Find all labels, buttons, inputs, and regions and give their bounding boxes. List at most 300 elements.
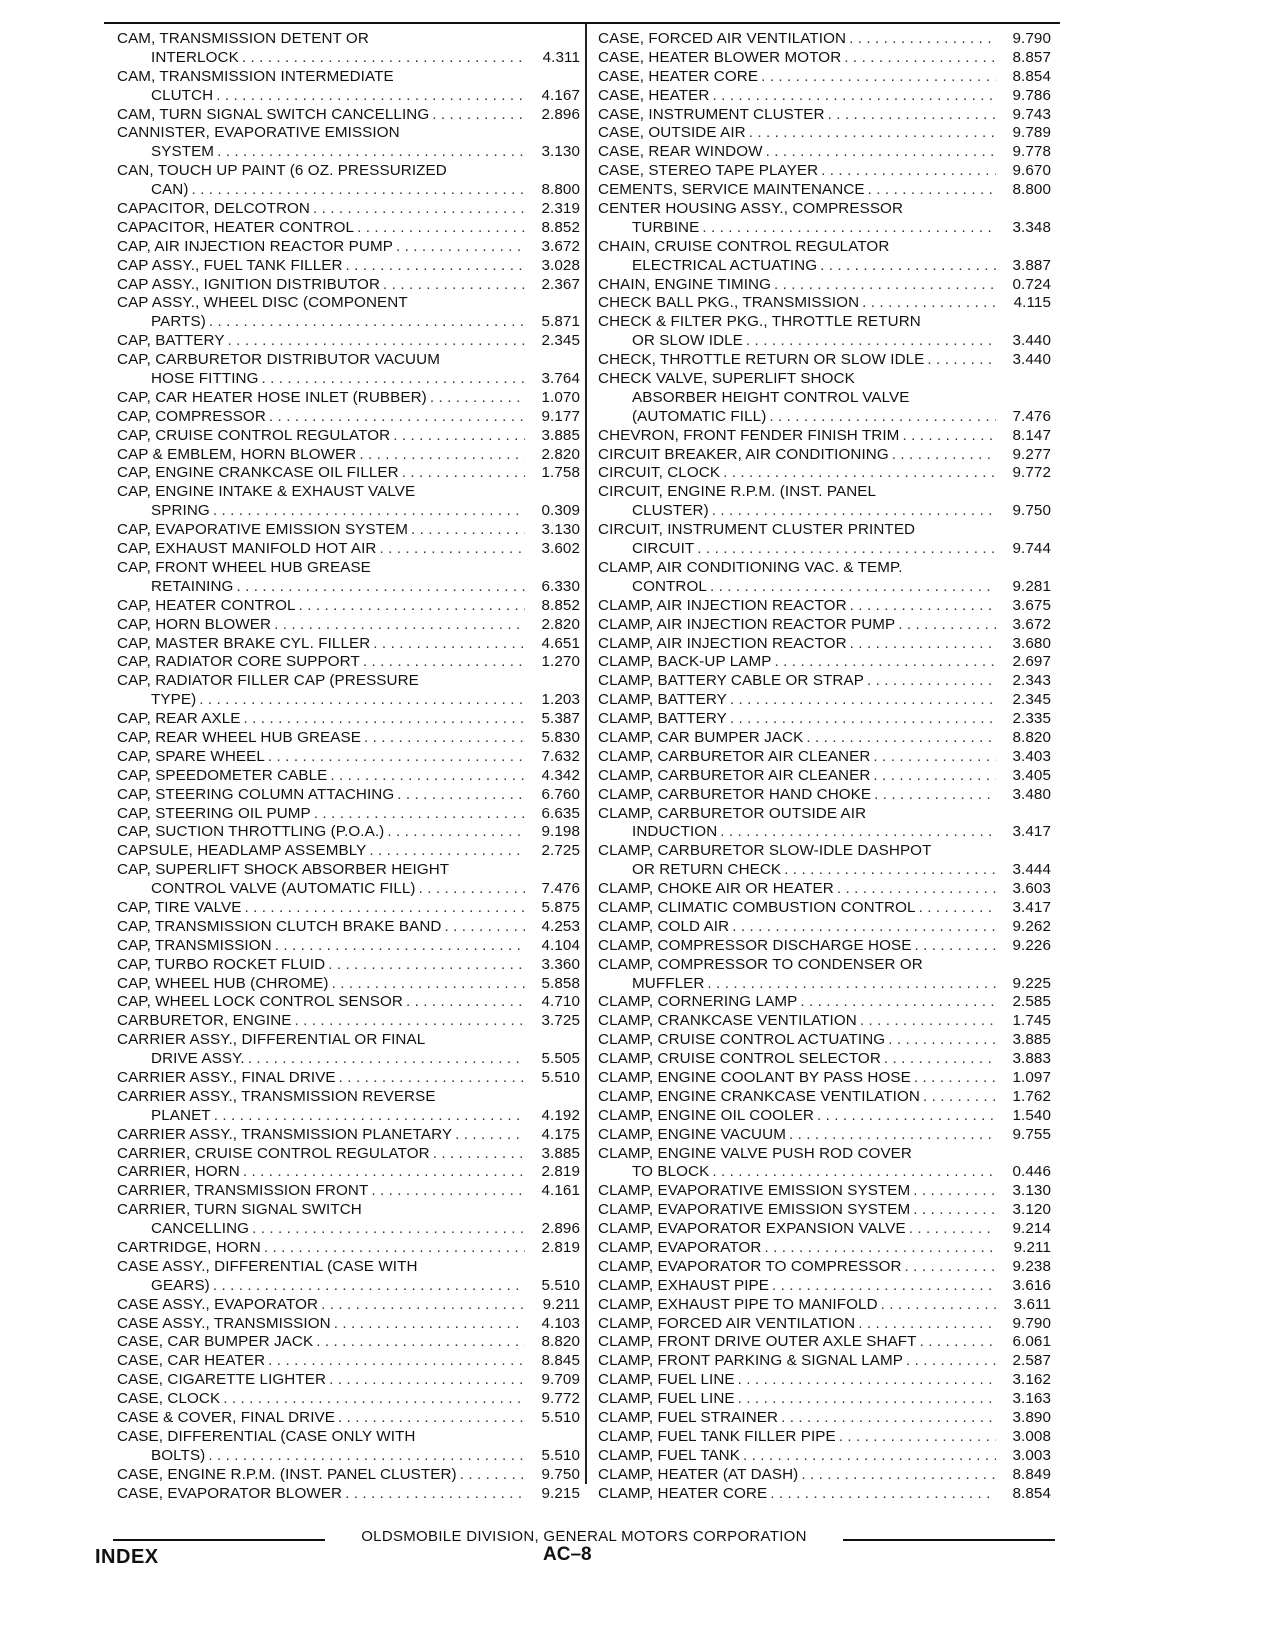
- entry-text: CLAMP, COMPRESSOR DISCHARGE HOSE: [598, 936, 912, 954]
- entry-page-number: 3.417: [1012, 898, 1051, 916]
- entry-text: CLAMP, AIR CONDITIONING VAC. & TEMP.: [598, 558, 903, 576]
- index-entry: [598, 937, 1051, 956]
- entry-page-number: 9.177: [541, 407, 580, 425]
- entry-page-number: 5.510: [541, 1409, 580, 1427]
- dot-leader: [213, 502, 525, 521]
- entry-page-number: 8.849: [1012, 1465, 1051, 1483]
- index-entry: [598, 559, 1051, 597]
- index-entry: [598, 1239, 1051, 1258]
- dot-leader: [316, 1333, 525, 1352]
- entry-page-number: 9.755: [1012, 1125, 1051, 1143]
- entry-text: CAP, TRANSMISSION CLUTCH BRAKE BAND: [117, 917, 442, 935]
- entry-text: CASE, CAR HEATER: [117, 1352, 266, 1370]
- index-entry: [117, 124, 580, 162]
- entry-text: CARRIER, TURN SIGNAL SWITCH: [117, 1201, 362, 1219]
- entry-text: CAP, CAR HEATER HOSE INLET (RUBBER): [117, 388, 427, 406]
- entry-page-number: 8.800: [1012, 181, 1051, 199]
- entry-text: CAP, REAR AXLE: [117, 710, 241, 728]
- entry-page-number: 6.635: [541, 804, 580, 822]
- dot-leader: [867, 672, 996, 691]
- dot-leader: [248, 1050, 525, 1069]
- index-entry: [117, 653, 580, 672]
- dot-leader: [214, 1107, 525, 1126]
- entry-text: CAP, CRUISE CONTROL REGULATOR: [117, 426, 391, 444]
- entry-page-number: 3.444: [1012, 861, 1051, 879]
- index-entry: [598, 294, 1051, 313]
- entry-page-number: 4.175: [541, 1125, 580, 1143]
- entry-text: CAPACITOR, DELCOTRON: [117, 200, 310, 218]
- dot-leader: [243, 1163, 525, 1182]
- entry-page-number: 3.405: [1012, 766, 1051, 784]
- index-entry: [598, 1428, 1051, 1447]
- entry-page-number: 3.403: [1012, 747, 1051, 765]
- index-entry: [117, 162, 580, 200]
- dot-leader: [339, 1069, 525, 1088]
- index-entry: [598, 691, 1051, 710]
- index-entry: [117, 842, 580, 861]
- entry-page-number: 5.510: [541, 1276, 580, 1294]
- entry-text: CAP ASSY., WHEEL DISC (COMPONENT: [117, 294, 408, 312]
- entry-page-number: 9.281: [1012, 577, 1051, 595]
- entry-text: INTERLOCK: [151, 48, 239, 66]
- dot-leader: [364, 729, 525, 748]
- entry-page-number: 2.319: [541, 200, 580, 218]
- entry-text: CAP, ENGINE CRANKCASE OIL FILLER: [117, 464, 399, 482]
- dot-leader: [860, 1012, 996, 1031]
- index-entry: [598, 842, 1051, 880]
- entry-page-number: 3.440: [1012, 332, 1051, 350]
- entry-text: ABSORBER HEIGHT CONTROL VALVE: [632, 388, 910, 406]
- entry-text: CLAMP, FUEL LINE: [598, 1371, 735, 1389]
- entry-page-number: 6.760: [541, 785, 580, 803]
- entry-text: HOSE FITTING: [151, 370, 259, 388]
- entry-page-number: 1.070: [541, 388, 580, 406]
- index-entry: [598, 313, 1051, 351]
- entry-page-number: 4.651: [541, 634, 580, 652]
- entry-page-number: 2.819: [541, 1163, 580, 1181]
- index-entry: [598, 181, 1051, 200]
- index-entry: [598, 1409, 1051, 1428]
- entry-text: CLAMP, FRONT DRIVE OUTER AXLE SHAFT: [598, 1333, 917, 1351]
- entry-text: CASE, HEATER BLOWER MOTOR: [598, 48, 842, 66]
- entry-text: CAP, SPEEDOMETER CABLE: [117, 766, 328, 784]
- entry-text: (AUTOMATIC FILL): [632, 407, 767, 425]
- dot-leader: [720, 823, 996, 842]
- dot-leader: [839, 1428, 996, 1447]
- index-entry: [117, 446, 580, 465]
- index-entry: [117, 1315, 580, 1334]
- entry-page-number: 5.510: [541, 1068, 580, 1086]
- entry-page-number: 4.253: [541, 917, 580, 935]
- dot-leader: [268, 1352, 525, 1371]
- entry-text: CLAMP, AIR INJECTION REACTOR PUMP: [598, 615, 896, 633]
- index-entry: [598, 1088, 1051, 1107]
- entry-page-number: 3.480: [1012, 785, 1051, 803]
- dot-leader: [789, 1126, 996, 1145]
- dot-leader: [295, 1012, 525, 1031]
- entry-text: CAM, TRANSMISSION INTERMEDIATE: [117, 67, 394, 85]
- entry-page-number: 3.672: [541, 237, 580, 255]
- dot-leader: [898, 616, 996, 635]
- entry-text: CASE, EVAPORATOR BLOWER: [117, 1484, 343, 1502]
- entry-text: CLAMP, FRONT PARKING & SIGNAL LAMP: [598, 1352, 903, 1370]
- dot-leader: [264, 1239, 525, 1258]
- entry-text: CLAMP, EVAPORATIVE EMISSION SYSTEM: [598, 1182, 911, 1200]
- index-entry: [117, 1012, 580, 1031]
- index-entry: [598, 1485, 1051, 1504]
- dot-leader: [192, 181, 525, 200]
- entry-text: CHECK, THROTTLE RETURN OR SLOW IDLE: [598, 351, 925, 369]
- dot-leader: [359, 446, 525, 465]
- entry-text: CAN): [151, 181, 189, 199]
- dot-leader: [274, 616, 525, 635]
- index-entry: [117, 30, 580, 68]
- entry-text: CLAMP, CLIMATIC COMBUSTION CONTROL: [598, 898, 916, 916]
- dot-leader: [268, 748, 525, 767]
- dot-leader: [923, 1088, 996, 1107]
- dot-leader: [746, 332, 996, 351]
- entry-text: OR SLOW IDLE: [632, 332, 743, 350]
- entry-page-number: 4.710: [541, 993, 580, 1011]
- dot-leader: [702, 219, 996, 238]
- index-entry: [117, 786, 580, 805]
- entry-text: CAP, MASTER BRAKE CYL. FILLER: [117, 634, 371, 652]
- entry-page-number: 3.028: [541, 256, 580, 274]
- entry-page-number: 3.890: [1012, 1409, 1051, 1427]
- entry-text: CLAMP, CHOKE AIR OR HEATER: [598, 880, 834, 898]
- index-entry: [598, 956, 1051, 994]
- entry-page-number: 3.348: [1012, 218, 1051, 236]
- dot-leader: [905, 1258, 996, 1277]
- index-entry: [117, 1390, 580, 1409]
- entry-page-number: 9.198: [541, 823, 580, 841]
- dot-leader: [914, 1069, 996, 1088]
- index-entry: [598, 597, 1051, 616]
- dot-leader: [850, 597, 996, 616]
- entry-page-number: 5.830: [541, 728, 580, 746]
- entry-text: CASE, HEATER CORE: [598, 67, 759, 85]
- index-entry: [117, 257, 580, 276]
- entry-text: CAP, CARBURETOR DISTRIBUTOR VACUUM: [117, 351, 440, 369]
- entry-page-number: 4.161: [541, 1182, 580, 1200]
- dot-leader: [269, 408, 525, 427]
- entry-page-number: 3.163: [1012, 1390, 1051, 1408]
- index-entry: [598, 1371, 1051, 1390]
- entry-page-number: 2.343: [1012, 672, 1051, 690]
- index-entry: [598, 200, 1051, 238]
- entry-page-number: 3.130: [1012, 1182, 1051, 1200]
- index-entry: [117, 975, 580, 994]
- entry-text: ELECTRICAL ACTUATING: [632, 256, 818, 274]
- entry-page-number: 3.603: [1012, 880, 1051, 898]
- dot-leader: [902, 427, 996, 446]
- entry-text: CAPSULE, HEADLAMP ASSEMBLY: [117, 842, 367, 860]
- entry-text: CLAMP, EVAPORATOR EXPANSION VALVE: [598, 1220, 906, 1238]
- entry-text: CEMENTS, SERVICE MAINTENANCE: [598, 181, 865, 199]
- dot-leader: [346, 257, 525, 276]
- index-entry: [117, 1296, 580, 1315]
- index-entry: [598, 729, 1051, 748]
- entry-text: CLAMP, BATTERY: [598, 710, 727, 728]
- dot-leader: [914, 937, 996, 956]
- entry-page-number: 4.342: [541, 766, 580, 784]
- index-entry: [117, 1069, 580, 1088]
- index-entry: [598, 446, 1051, 465]
- entry-page-number: 3.885: [541, 1144, 580, 1162]
- page-footer: [95, 1528, 1075, 1588]
- dot-leader: [357, 219, 525, 238]
- entry-text: CLAMP, BACK-UP LAMP: [598, 653, 772, 671]
- entry-text: CAM, TURN SIGNAL SWITCH CANCELLING: [117, 105, 430, 123]
- entry-page-number: 3.764: [541, 370, 580, 388]
- entry-text: CAP, REAR WHEEL HUB GREASE: [117, 728, 361, 746]
- entry-text: CAP, ENGINE INTAKE & EXHAUST VALVE: [117, 483, 416, 501]
- index-entry: [117, 351, 580, 389]
- index-entry: [598, 1220, 1051, 1239]
- dot-leader: [217, 143, 525, 162]
- dot-leader: [275, 937, 525, 956]
- entry-text: CLAMP, AIR INJECTION REACTOR: [598, 634, 847, 652]
- entry-page-number: 3.130: [541, 521, 580, 539]
- entry-text: CENTER HOUSING ASSY., COMPRESSOR: [598, 200, 904, 218]
- index-entry: [598, 30, 1051, 49]
- entry-text: INDUCTION: [632, 823, 718, 841]
- entry-text: CASE, REAR WINDOW: [598, 143, 763, 161]
- dot-leader: [208, 1447, 525, 1466]
- dot-leader: [743, 1447, 996, 1466]
- entry-text: CASE, ENGINE R.P.M. (INST. PANEL CLUSTER): [117, 1465, 457, 1483]
- entry-page-number: 9.790: [1012, 30, 1051, 47]
- entry-text: SPRING: [151, 502, 210, 520]
- index-entry: [117, 767, 580, 786]
- entry-page-number: 7.632: [541, 747, 580, 765]
- dot-leader: [913, 1182, 996, 1201]
- index-entry: [598, 1107, 1051, 1126]
- dot-leader: [244, 899, 525, 918]
- entry-page-number: 8.852: [541, 596, 580, 614]
- dot-leader: [784, 861, 996, 880]
- entry-text: CARRIER ASSY., TRANSMISSION REVERSE: [117, 1087, 436, 1105]
- index-entry: [598, 238, 1051, 276]
- entry-page-number: 8.845: [541, 1352, 580, 1370]
- entry-text: TO BLOCK: [632, 1163, 710, 1181]
- entry-page-number: 8.820: [1012, 728, 1051, 746]
- entry-text: GEARS): [151, 1276, 210, 1294]
- entry-page-number: 3.008: [1012, 1427, 1051, 1445]
- index-entry: [117, 899, 580, 918]
- index-entry: [117, 521, 580, 540]
- dot-leader: [444, 918, 525, 937]
- index-entry: [598, 918, 1051, 937]
- entry-text: CLAMP, EVAPORATOR TO COMPRESSOR: [598, 1257, 902, 1275]
- entry-text: CARTRIDGE, HORN: [117, 1239, 261, 1256]
- entry-page-number: 9.743: [1012, 105, 1051, 123]
- dot-leader: [242, 49, 525, 68]
- entry-page-number: 6.061: [1012, 1333, 1051, 1351]
- index-entry: [117, 389, 580, 408]
- index-entry: [117, 276, 580, 295]
- entry-text: CASE, CIGARETTE LIGHTER: [117, 1371, 327, 1389]
- dot-leader: [775, 653, 996, 672]
- index-entry: [598, 1145, 1051, 1183]
- index-entry: [598, 748, 1051, 767]
- index-entry: [117, 427, 580, 446]
- entry-text: CLUSTER): [632, 502, 709, 520]
- entry-text: CASE, HEATER: [598, 86, 710, 104]
- dot-leader: [820, 257, 996, 276]
- entry-text: CASE, FORCED AIR VENTILATION: [598, 30, 847, 47]
- entry-text: CAP ASSY., IGNITION DISTRIBUTOR: [117, 275, 381, 293]
- entry-text: CARRIER, HORN: [117, 1163, 240, 1181]
- top-rule: [104, 22, 1060, 24]
- dot-leader: [766, 143, 996, 162]
- entry-text: CLAMP, ENGINE OIL COOLER: [598, 1106, 814, 1124]
- entry-text: CASE ASSY., DIFFERENTIAL (CASE WITH: [117, 1257, 418, 1275]
- index-entry: [117, 1352, 580, 1371]
- dot-leader: [328, 956, 525, 975]
- dot-leader: [393, 427, 525, 446]
- dot-leader: [730, 691, 996, 710]
- entry-page-number: 9.786: [1012, 86, 1051, 104]
- entry-text: CAP, BATTERY: [117, 332, 225, 350]
- index-entry: [117, 332, 580, 351]
- index-entry: [598, 786, 1051, 805]
- entry-page-number: 1.097: [1012, 1068, 1051, 1086]
- entry-page-number: 3.440: [1012, 351, 1051, 369]
- dot-leader: [828, 106, 996, 125]
- index-entry: [598, 635, 1051, 654]
- dot-leader: [913, 1201, 996, 1220]
- entry-text: CLAMP, EXHAUST PIPE: [598, 1276, 769, 1294]
- dot-leader: [927, 351, 996, 370]
- footer-corporation: OLDSMOBILE DIVISION, GENERAL MOTORS CORPORATION: [361, 1528, 807, 1545]
- dot-leader: [313, 200, 525, 219]
- dot-leader: [800, 993, 996, 1012]
- entry-text: CLAMP, CAR BUMPER JACK: [598, 728, 804, 746]
- entry-page-number: 8.147: [1012, 426, 1051, 444]
- entry-text: CHEVRON, FRONT FENDER FINISH TRIM: [598, 426, 900, 444]
- entry-text: CAP, TRANSMISSION: [117, 936, 272, 954]
- index-entry: [117, 1201, 580, 1239]
- entry-page-number: 0.446: [1012, 1163, 1051, 1181]
- dot-leader: [707, 975, 996, 994]
- dot-leader: [244, 710, 525, 729]
- entry-page-number: 3.672: [1012, 615, 1051, 633]
- index-entry: [598, 521, 1051, 559]
- entry-page-number: 3.417: [1012, 823, 1051, 841]
- entry-text: CAP, EVAPORATIVE EMISSION SYSTEM: [117, 521, 408, 539]
- entry-page-number: 5.875: [541, 898, 580, 916]
- dot-leader: [455, 1126, 525, 1145]
- index-entry: [598, 162, 1051, 181]
- index-entry: [117, 597, 580, 616]
- entry-text: CASE ASSY., EVAPORATOR: [117, 1295, 319, 1313]
- dot-leader: [868, 181, 996, 200]
- entry-page-number: 3.360: [541, 955, 580, 973]
- entry-text: CLAMP, EVAPORATIVE EMISSION SYSTEM: [598, 1201, 911, 1219]
- index-entry: [117, 1409, 580, 1428]
- index-entry: [598, 672, 1051, 691]
- index-entry: [598, 106, 1051, 125]
- index-entry: [117, 540, 580, 559]
- entry-page-number: 2.345: [1012, 691, 1051, 709]
- dot-leader: [738, 1390, 996, 1409]
- dot-leader: [837, 880, 996, 899]
- dot-leader: [769, 408, 996, 427]
- entry-text: CANNISTER, EVAPORATIVE EMISSION: [117, 124, 400, 142]
- entry-text: PARTS): [151, 313, 206, 331]
- dot-leader: [884, 1050, 996, 1069]
- index-entry: [598, 1352, 1051, 1371]
- entry-text: CAP, SUCTION THROTTLING (P.O.A.): [117, 823, 385, 841]
- dot-leader: [732, 918, 996, 937]
- entry-page-number: 9.750: [541, 1465, 580, 1483]
- entry-page-number: 8.820: [541, 1333, 580, 1351]
- dot-leader: [873, 748, 996, 767]
- index-entry: [117, 616, 580, 635]
- dot-leader: [761, 68, 996, 87]
- entry-text: CARRIER ASSY., DIFFERENTIAL OR FINAL: [117, 1031, 426, 1049]
- footer-rule-right: [843, 1539, 1055, 1541]
- entry-page-number: 1.762: [1012, 1087, 1051, 1105]
- entry-text: TURBINE: [632, 218, 700, 236]
- entry-text: PLANET: [151, 1106, 211, 1124]
- entry-text: CAP & EMBLEM, HORN BLOWER: [117, 445, 357, 463]
- entry-text: CAP ASSY., FUEL TANK FILLER: [117, 256, 343, 274]
- index-entry: [598, 1031, 1051, 1050]
- dot-leader: [781, 1409, 996, 1428]
- entry-page-number: 3.883: [1012, 1050, 1051, 1068]
- dot-leader: [419, 880, 525, 899]
- entry-page-number: 1.270: [541, 653, 580, 671]
- entry-page-number: 2.819: [541, 1239, 580, 1256]
- dot-leader: [379, 540, 525, 559]
- index-entry: [117, 294, 580, 332]
- entry-page-number: 1.758: [541, 464, 580, 482]
- dot-leader: [821, 162, 996, 181]
- entry-page-number: 5.510: [541, 1446, 580, 1464]
- entry-text: CLAMP, FUEL TANK: [598, 1446, 740, 1464]
- index-entry: [598, 880, 1051, 899]
- entry-page-number: 7.476: [1012, 407, 1051, 425]
- entry-text: CLAMP, BATTERY: [598, 691, 727, 709]
- footer-page-number: AC–8: [543, 1544, 592, 1565]
- index-entry: [117, 1258, 580, 1296]
- dot-leader: [772, 1277, 996, 1296]
- index-column-left: [117, 30, 580, 1503]
- dot-leader: [850, 635, 996, 654]
- entry-text: CAN, TOUCH UP PAINT (6 OZ. PRESSURIZED: [117, 162, 447, 180]
- entry-text: CAP, COMPRESSOR: [117, 407, 266, 425]
- index-entry: [117, 1031, 580, 1069]
- index-entry: [598, 616, 1051, 635]
- index-entry: [117, 861, 580, 899]
- entry-text: CLAMP, CARBURETOR AIR CLEANER: [598, 747, 871, 765]
- index-entry: [598, 1050, 1051, 1069]
- entry-text: CARRIER, CRUISE CONTROL REGULATOR: [117, 1144, 430, 1162]
- index-entry: [598, 276, 1051, 295]
- entry-page-number: 9.238: [1012, 1257, 1051, 1275]
- index-entry: [598, 49, 1051, 68]
- entry-text: CLAMP, CRUISE CONTROL SELECTOR: [598, 1050, 881, 1068]
- entry-text: CLAMP, ENGINE CRANKCASE VENTILATION: [598, 1087, 920, 1105]
- index-entry: [117, 729, 580, 748]
- entry-text: CLAMP, HEATER (AT DASH): [598, 1465, 799, 1483]
- entry-text: CLAMP, COMPRESSOR TO CONDENSER OR: [598, 955, 923, 973]
- index-entry: [598, 124, 1051, 143]
- index-entry: [598, 1466, 1051, 1485]
- entry-page-number: 0.724: [1012, 275, 1051, 293]
